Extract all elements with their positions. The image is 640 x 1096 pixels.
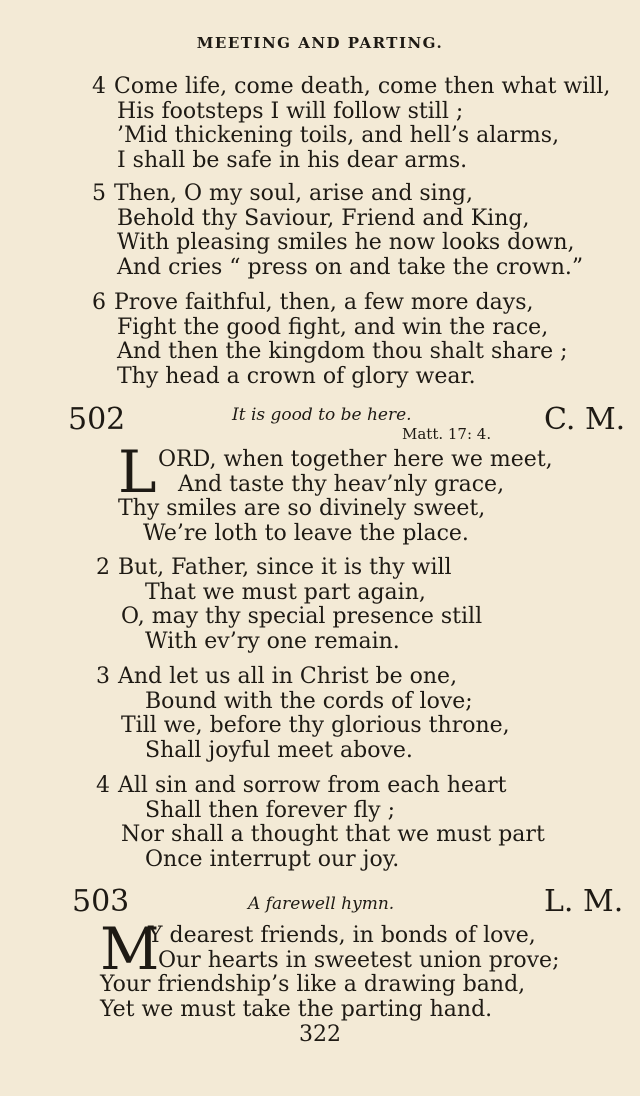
verse-line: That we must part again,: [145, 579, 426, 605]
verse-line: Bound with the cords of love;: [145, 688, 473, 714]
verse-line: Till we, before thy glorious throne,: [121, 713, 510, 738]
verse-line: 6 Prove faithful, then, a few more days,: [92, 290, 534, 315]
verse-line: 4 All sin and sorrow from each heart: [96, 773, 507, 798]
scripture-reference: Matt. 17: 4.: [402, 425, 492, 443]
hymn-title: It is good to be here.: [232, 405, 412, 425]
verse-line: Thy head a crown of glory wear.: [117, 363, 476, 389]
verse-line: With ev’ry one remain.: [145, 628, 400, 654]
stanza: [92, 291, 568, 389]
verse-line: Yet we must take the parting hand.: [100, 996, 493, 1022]
verse-line: O, may thy special presence still: [121, 604, 483, 629]
stanza: [92, 75, 610, 173]
verse-line: Nor shall a thought that we must part: [121, 822, 545, 847]
drop-cap: M: [100, 915, 160, 983]
page-number: 322: [299, 1022, 341, 1047]
verse-line: Y dearest friends, in bonds of love,: [148, 923, 536, 948]
stanza-number: 3: [96, 664, 110, 689]
verse-line: ORD, when together here we meet,: [158, 447, 553, 472]
hymn-meter: C. M.: [544, 402, 626, 437]
verse-line: 3 And let us all in Christ be one,: [96, 664, 458, 689]
stanza: [96, 665, 510, 763]
verse-line: And then the kingdom thou shalt share ;: [117, 339, 568, 364]
verse-line: Fight the good fight, and win the race,: [117, 314, 549, 340]
verse-line: And taste thy heav’nly grace,: [178, 471, 505, 497]
verse-line: 5 Then, O my soul, arise and sing,: [92, 181, 473, 206]
verse-line: We’re loth to leave the place.: [143, 520, 469, 546]
verse-line: Shall then forever fly ;: [145, 797, 396, 823]
stanza: [92, 182, 583, 280]
stanza: [100, 915, 560, 1022]
stanza: [96, 556, 482, 654]
hymn-number: 503: [72, 884, 130, 919]
hymn-title: A farewell hymn.: [248, 894, 395, 914]
drop-cap: L: [118, 438, 157, 506]
verse-line: And cries “ press on and take the crown.”: [117, 254, 584, 280]
verse-line: Once interrupt our joy.: [145, 846, 400, 872]
stanza-number: 4: [92, 74, 106, 99]
verse-line: Your friendship’s like a drawing band,: [100, 972, 526, 997]
verse-line: His footsteps I will follow still ;: [117, 98, 464, 124]
stanza-number: 2: [96, 555, 110, 580]
stanza: [96, 774, 545, 872]
verse-line: ’Mid thickening toils, and hell’s alarms,: [117, 123, 560, 148]
verse-line: Behold thy Saviour, Friend and King,: [117, 205, 530, 231]
verse-line: 2 But, Father, since it is thy will: [96, 555, 452, 580]
hymn-number: 502: [68, 402, 126, 437]
verse-line: Shall joyful meet above.: [145, 737, 413, 763]
stanza-number: 6: [92, 290, 106, 315]
verse-line: Thy smiles are so divinely sweet,: [118, 496, 486, 521]
page-header: MEETING AND PARTING.: [196, 34, 444, 52]
verse-line: Our hearts in sweetest union prove;: [158, 947, 560, 973]
stanza: [118, 438, 553, 546]
stanza-number: 5: [92, 181, 106, 206]
verse-line: I shall be safe in his dear arms.: [117, 147, 468, 173]
hymn-meter: L. M.: [544, 884, 624, 919]
verse-line: With pleasing smiles he now looks down,: [117, 230, 575, 255]
stanza-number: 4: [96, 773, 110, 798]
verse-line: 4 Come life, come death, come then what will,: [92, 74, 611, 99]
